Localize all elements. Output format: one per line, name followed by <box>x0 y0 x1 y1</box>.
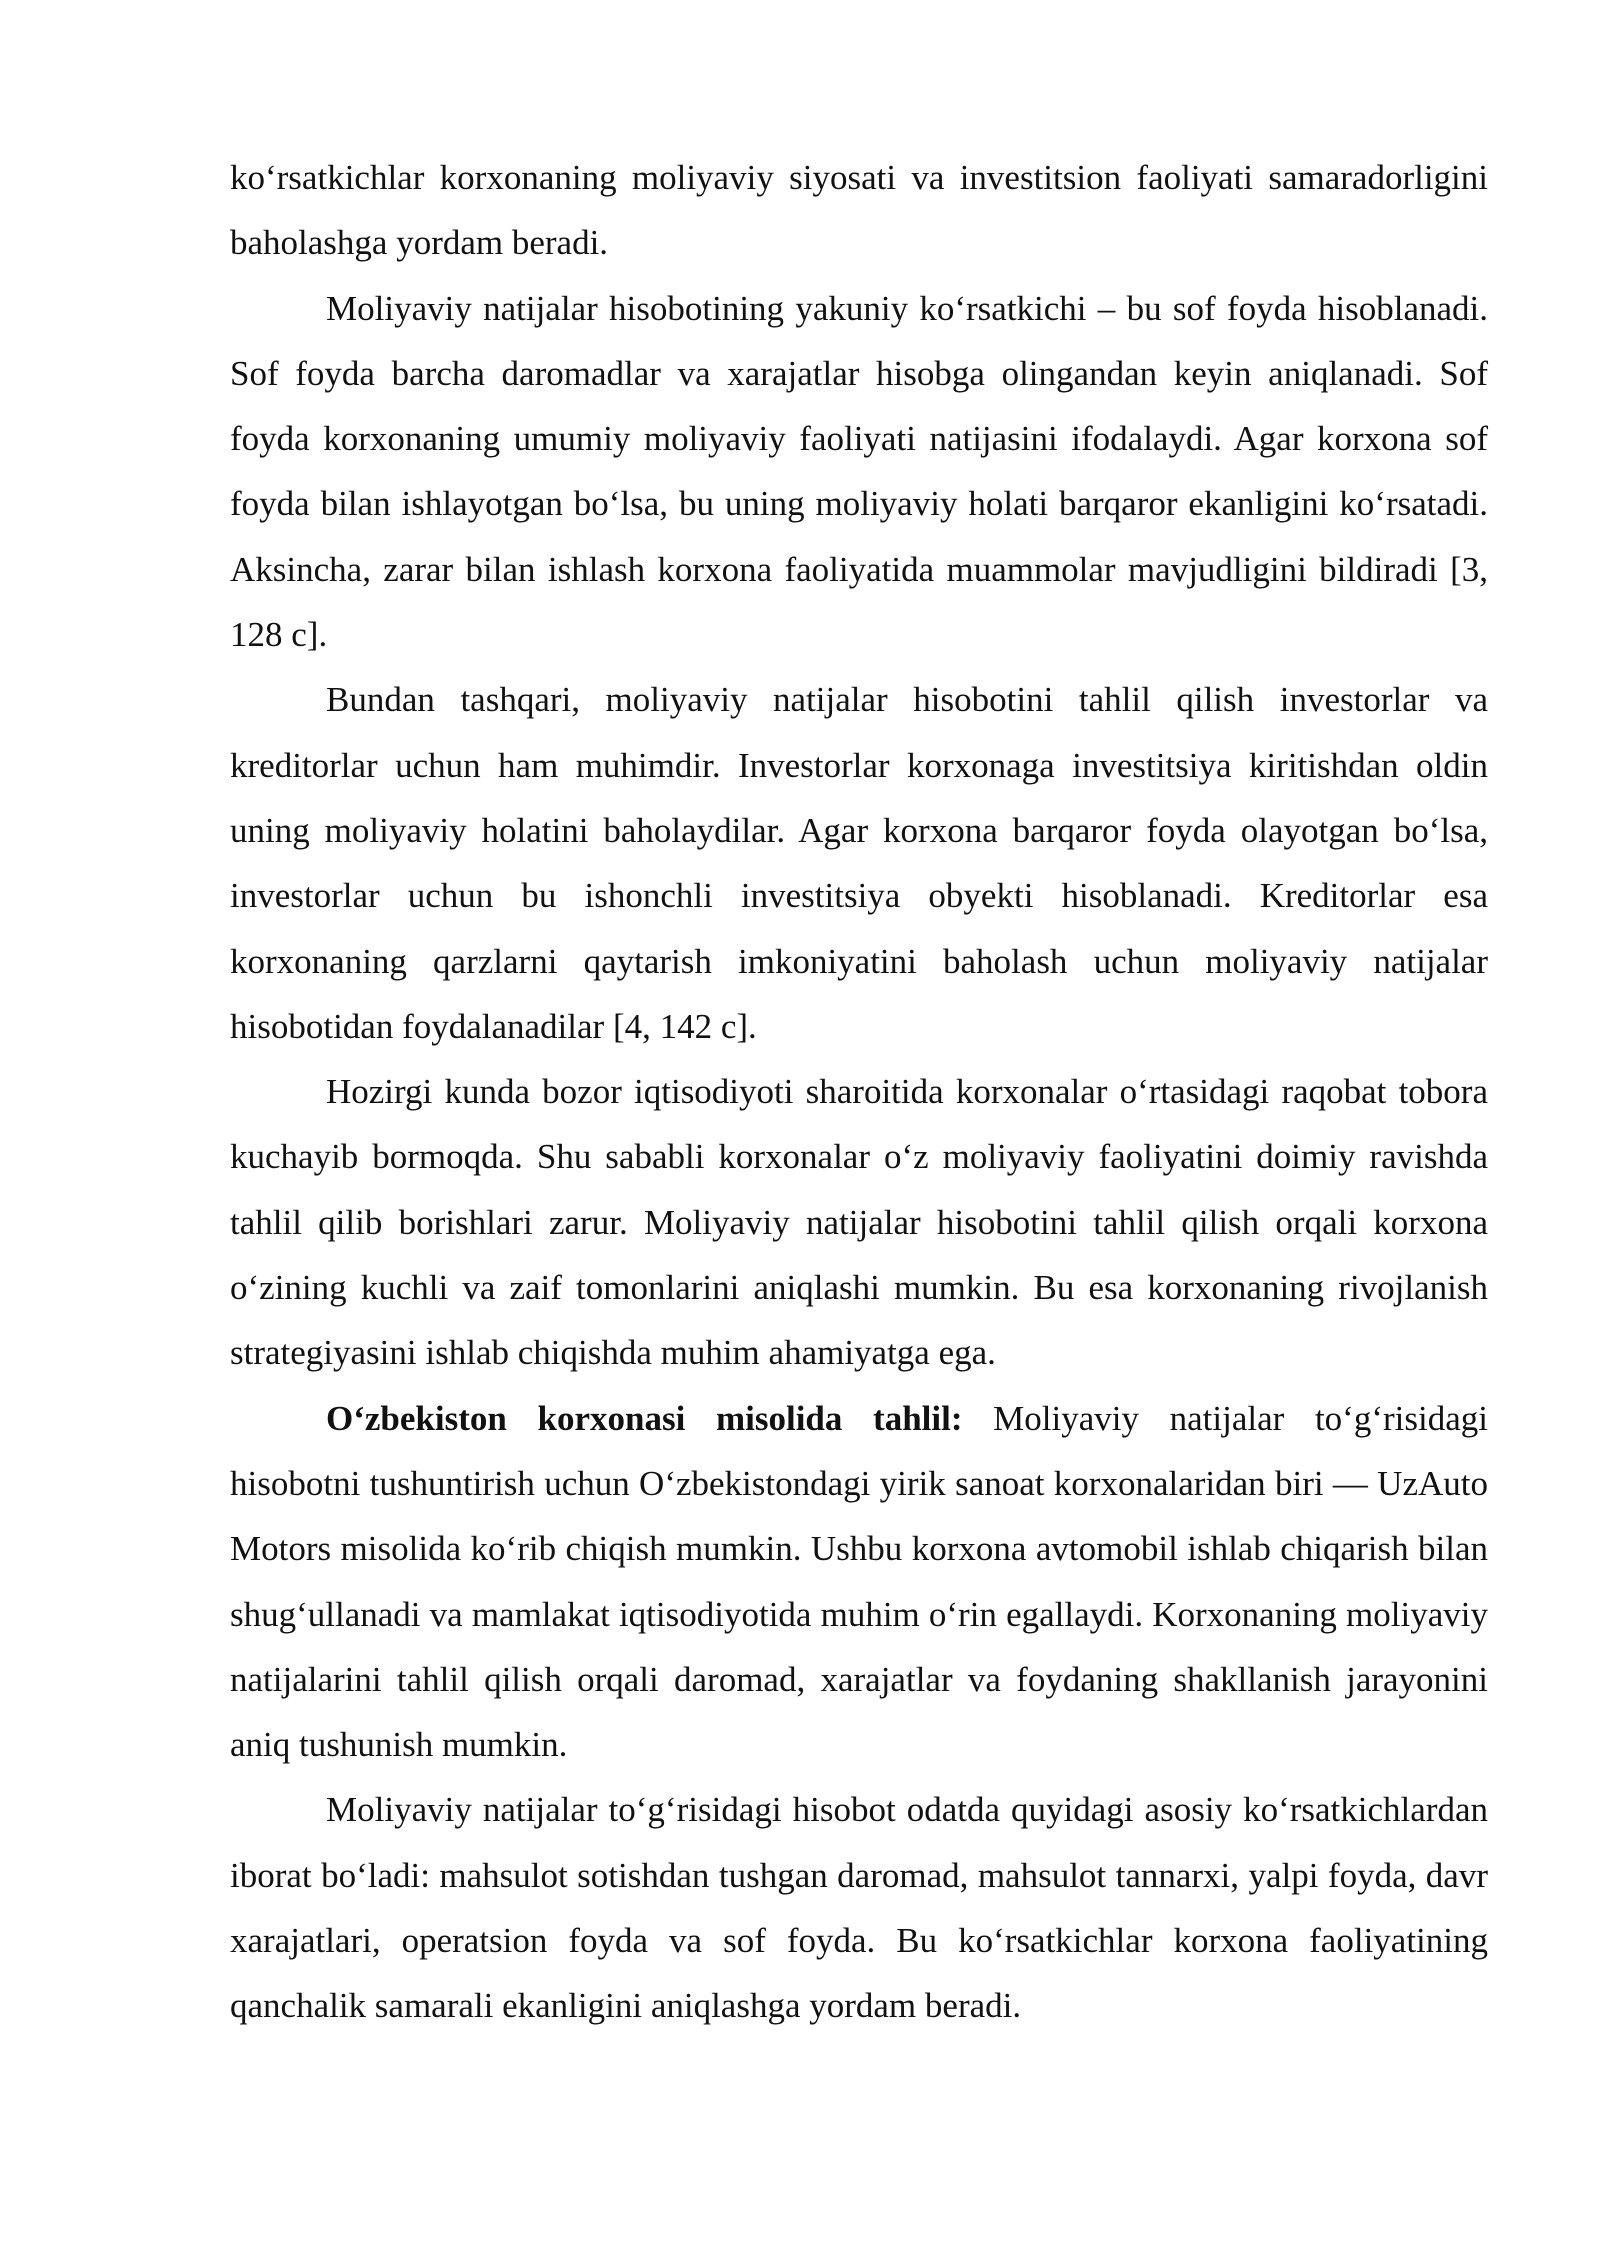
paragraph-uzbekistan-example <box>230 1386 1488 1778</box>
paragraph-report-indicators <box>230 1777 1488 2038</box>
paragraph-bold-lead: O‘zbekiston korxonasi misolida tahlil: <box>326 1398 963 1438</box>
paragraph-investors-creditors <box>230 667 1488 1059</box>
paragraph-text: Bundan tashqari, moliyaviy natijalar hisobotini tahlil qilish investorlar va kreditorlar uchun ham muhimdir. Investorlar korxonaga investitsiya kiritishdan oldin uning moliyaviy holatini baholaydilar. Agar korxona barqaror foyda olayotgan bo‘lsa, investorlar uchun bu ishonchli investitsiya obyekti hisoblanadi. Kreditorlar esa korxonaning qarzlarni qaytarish imkoniyatini baholash uchun moliyaviy natijalar hisobotidan foydalanadilar [4, 142 c]. <box>230 680 1488 1046</box>
paragraph-continuation <box>230 145 1488 276</box>
paragraph-text: ko‘rsatkichlar korxonaning moliyaviy siyosati va investitsion faoliyati samaradorligini baholashga yordam beradi. <box>230 158 1488 263</box>
paragraph-net-profit <box>230 276 1488 668</box>
paragraph-text: Moliyaviy natijalar hisobotining yakuniy ko‘rsatkichi – bu sof foyda hisoblanadi. Sof foyda barcha daromadlar va xarajatlar hisobga olingandan keyin aniqlanadi. Sof foyda korxonaning umumiy moliyaviy faoliyati natijasini ifodalaydi. Agar korxona sof foyda bilan ishlayotgan bo‘lsa, bu uning moliyaviy holati barqaror ekanligini ko‘rsatadi. Aksincha, zarar bilan ishlash korxona faoliyatida muammolar mavjudligini bildiradi [3, 128 c]. <box>230 288 1488 655</box>
paragraph-text: Hozirgi kunda bozor iqtisodiyoti sharoitida korxonalar o‘rtasidagi raqobat tobora kuchayib bormoqda. Shu sababli korxonalar o‘z moliyaviy faoliyatini doimiy ravishda tahlil qilib borishlari zarur. Moliyaviy natijalar hisobotini tahlil qilish orqali korxona o‘zining kuchli va zaif tomonlarini aniqlashi mumkin. Bu esa korxonaning rivojlanish strategiyasini ishlab chiqishda muhim ahamiyatga ega. <box>230 1072 1488 1373</box>
paragraph-text: Moliyaviy natijalar to‘g‘risidagi hisobot odatda quyidagi asosiy ko‘rsatkichlardan iborat bo‘ladi: mahsulot sotishdan tushgan daromad, mahsulot tannarxi, yalpi foyda, davr xarajatlari, operatsion foyda va sof foyda. Bu ko‘rsatkichlar korxona faoliyatining qanchalik samarali ekanligini aniqlashga yordam beradi. <box>230 1790 1488 2026</box>
paragraph-text: Moliyaviy natijalar to‘g‘risidagi hisobotni tushuntirish uchun O‘zbekistondagi yirik sanoat korxonalaridan biri — UzAuto Motors misolida ko‘rib chiqish mumkin. Ushbu korxona avtomobil ishlab chiqarish bilan shug‘ullanadi va mamlakat iqtisodiyotida muhim o‘rin egallaydi. Korxonaning moliyaviy natijalarini tahlil qilish orqali daromad, xarajatlar va foydaning shakllanish jarayonini aniq tushunish mumkin. <box>230 1398 1488 1765</box>
body-text <box>230 145 1488 2039</box>
paragraph-competition <box>230 1059 1488 1385</box>
